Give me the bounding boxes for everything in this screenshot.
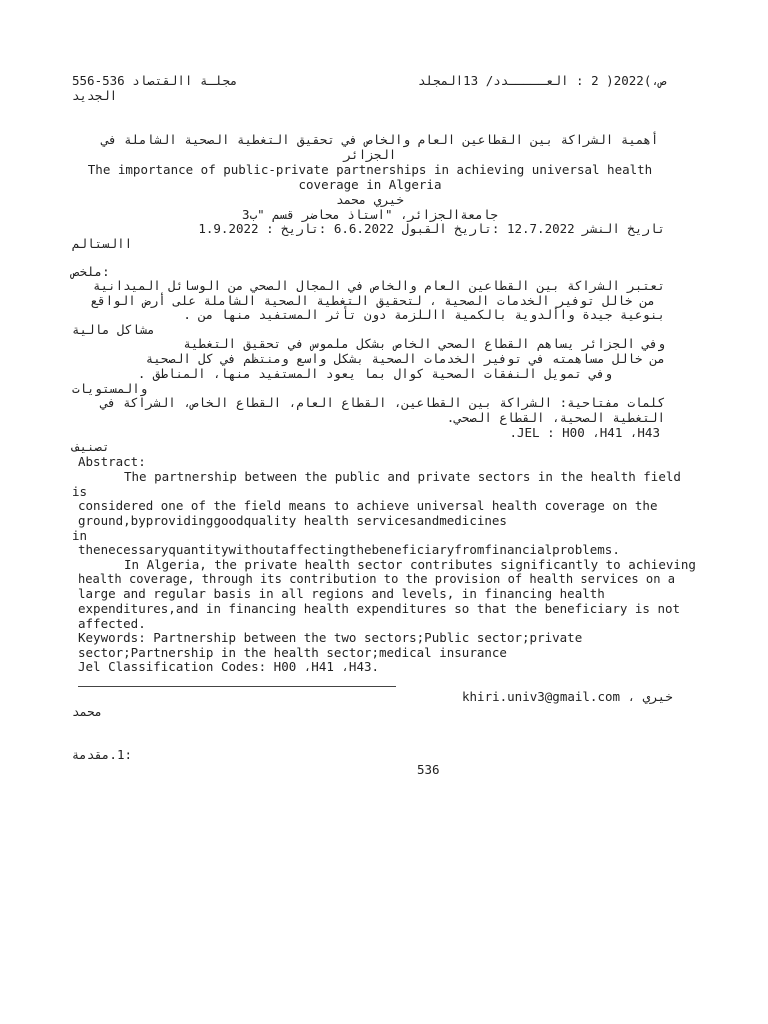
abstract-ar-line: تعتبر الشراكة بين القطاعين العام والخاص في المجال الصحي من الوسائل الميدانية bbox=[93, 278, 665, 293]
keywords-ar: كلمات مفتاحية: الشراكة بين القطاعين، القطاع العام، القطاع الخاص، الشراكة في bbox=[100, 395, 665, 410]
title-arabic: أهمية الشراكة بين القطاعين العام والخاص في تحقيق التغطية الصحية الشاملة في bbox=[101, 132, 659, 147]
dates-line: تاريخ النشر 12.7.2022 :تاريخ القبول 6.6.2022 :تاريخ : 1.9.2022 bbox=[198, 221, 665, 236]
abstract-ar-line: والمستويات bbox=[72, 381, 148, 396]
abstract-ar-line: من خالل مساهمته في توفير الخدمات الصحية بشكل واسع ومنتظم في كل الصحية bbox=[145, 351, 665, 366]
keywords-ar-cont: التغطية الصحية، القطاع الصحي. bbox=[446, 410, 665, 425]
abstract-en-line: The partnership between the public and private sectors in the health field bbox=[124, 469, 681, 484]
abstract-ar-line: من خالل توفير الخدمات الصحية ، لتحقيق التغطية الصحية الشاملة على أرض الواقع bbox=[90, 293, 655, 308]
volume-info: ص،)2022( 2 : العـــــدد/ 13المجلد bbox=[418, 73, 667, 88]
jel-en: Jel Classification Codes: H00 ،H41 ،H43. bbox=[78, 659, 380, 674]
journal-name-cont: الجديد bbox=[72, 88, 118, 103]
abstract-en-line: affected. bbox=[78, 616, 146, 631]
abstract-en-line: expenditures,and in financing health expenditures so that the beneficiary is not bbox=[78, 601, 681, 616]
dates-line-cont: االستالم bbox=[72, 236, 133, 251]
author-affiliation: جامعةالجزائر، "استاذ محاضر قسم "ب3 bbox=[242, 207, 498, 222]
title-english-cont: coverage in Algeria bbox=[298, 177, 442, 192]
page-number: 536 bbox=[417, 762, 440, 777]
jel-ar: JEL : H00 ،H41 ،H43. bbox=[509, 425, 660, 440]
abstract-ar-line: وفي الجزائر يساهم القطاع الصحي الخاص بشكل ملموس في تحقيق التغطية bbox=[183, 336, 665, 351]
keywords-en-cont: sector;Partnership in the health sector;medical insurance bbox=[78, 645, 507, 660]
author-name: خيري محمد bbox=[336, 192, 404, 207]
abstract-ar-line: بنوعية جيدة واألدوية بالكمية االلزمة دون تأثر المستفيد منها من . bbox=[183, 307, 665, 322]
author-email: khiri.univ3@gmail.com ، خيري bbox=[462, 689, 673, 704]
abstract-en-line: In Algeria, the private health sector contributes significantly to achieving bbox=[124, 557, 696, 572]
abstract-ar-line: وفي تمويل النفقات الصحية كوال بما يعود المستفيد منها، المناطق . bbox=[137, 366, 612, 381]
abstract-en-line: health coverage, through its contribution to the provision of health services on a bbox=[78, 572, 676, 586]
footnote-separator bbox=[78, 686, 396, 687]
title-english: The importance of public-private partnerships in achieving universal health bbox=[87, 162, 653, 177]
abstract-en-line: is bbox=[72, 484, 88, 499]
abstract-en-line: thenecessaryquantitywithoutaffectingthebeneficiaryfromfinancialproblems. bbox=[78, 542, 620, 557]
abstract-ar-line: مشاكل مالية bbox=[72, 322, 155, 337]
abstract-ar-heading: ملخص: bbox=[72, 264, 110, 279]
journal-name: 556-536 مجلـة االقتصاد bbox=[72, 73, 238, 88]
abstract-en-line: considered one of the field means to achieve universal health coverage on the bbox=[78, 498, 658, 513]
title-arabic-cont: الجزائر bbox=[343, 147, 397, 162]
abstract-en-line: ground,byprovidinggoodquality health servicesandmedicines bbox=[78, 513, 507, 528]
abstract-en-heading: Abstract: bbox=[78, 454, 146, 469]
keywords-en: Keywords: Partnership between the two sectors;Public sector;private bbox=[78, 630, 583, 645]
author-name-footnote: محمد bbox=[72, 704, 103, 719]
abstract-en-line: large and regular basis in all regions and levels, in financing health bbox=[78, 586, 605, 601]
abstract-en-line: in bbox=[72, 528, 88, 543]
section-heading-intro: :1.مقدمة bbox=[71, 747, 132, 762]
jel-ar-label: تصنيف bbox=[72, 439, 110, 454]
